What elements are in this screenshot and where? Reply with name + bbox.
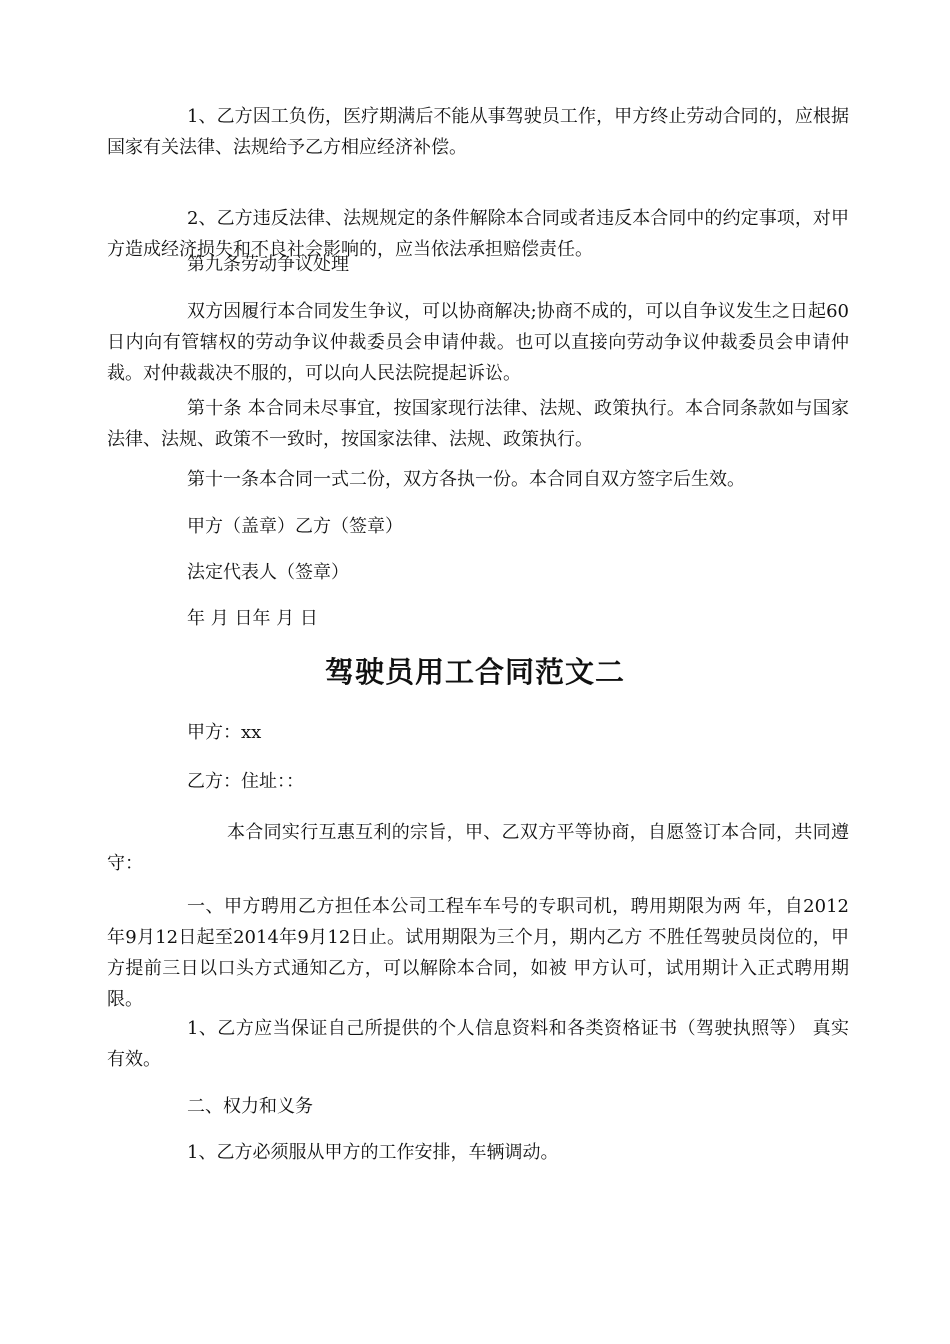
paragraph-principle: 本合同实行互惠互利的宗旨，甲、乙双方平等协商，自愿签订本合同，共同遵守： [107,822,849,874]
paragraph-employment-term: 一、甲方聘用乙方担任本公司工程车车号的专职司机，聘用期限为两 年，自2012年9月12日起至2014年9月12日止。试用期限为三个月，期内乙方 不胜任驾驶员岗位的，甲方提前三日以口头方式通知乙方，可以解除本合同，如被 甲方认可，试用期计入正式聘用期限。 [107,896,849,1010]
article-10-paragraph: 第十条 本合同未尽事宜，按国家现行法律、法规、政策执行。本合同条款如与国家法律、法规、政策不一致时，按国家法律、法规、政策执行。 [107,398,849,450]
party-a-line: 甲方：xx [187,722,262,743]
legal-representative-line: 法定代表人（签章） [187,562,349,583]
paragraph-obey-arrangement: 1、乙方必须服从甲方的工作安排，车辆调动。 [187,1142,559,1163]
signature-parties-line: 甲方（盖章）乙方（签章） [187,516,403,537]
article-11-paragraph: 第十一条本合同一式二份，双方各执一份。本合同自双方签字后生效。 [187,469,745,490]
paragraph-breach-liability: 2、乙方违反法律、法规规定的条件解除本合同或者违反本合同中的约定事项，对甲方造成经济损失和不良社会影响的，应当依法承担赔偿责任。 [107,208,849,260]
paragraph-injury-compensation: 1、乙方因工负伤，医疗期满后不能从事驾驶员工作，甲方终止劳动合同的，应根据国家有关法律、法规给予乙方相应经济补偿。 [107,106,849,158]
article-9-heading: 第九条劳动争议处理 [187,254,349,275]
section-title: 驾驶员用工合同范文二 [324,655,625,689]
date-line: 年 月 日年 月 日 [187,608,318,629]
party-b-line: 乙方：住址：： [187,771,304,792]
paragraph-personal-info: 1、乙方应当保证自己所提供的个人信息资料和各类资格证书（驾驶执照等） 真实有效。 [107,1018,849,1070]
paragraph-dispute-resolution: 双方因履行本合同发生争议，可以协商解决;协商不成的，可以自争议发生之日起60日内向有管辖权的劳动争议仲裁委员会申请仲裁。也可以直接向劳动争议仲裁委员会申请仲裁。对仲裁裁决不服的，可以向人民法院提起诉讼。 [107,301,849,384]
rights-obligations-heading: 二、权力和义务 [187,1096,313,1117]
